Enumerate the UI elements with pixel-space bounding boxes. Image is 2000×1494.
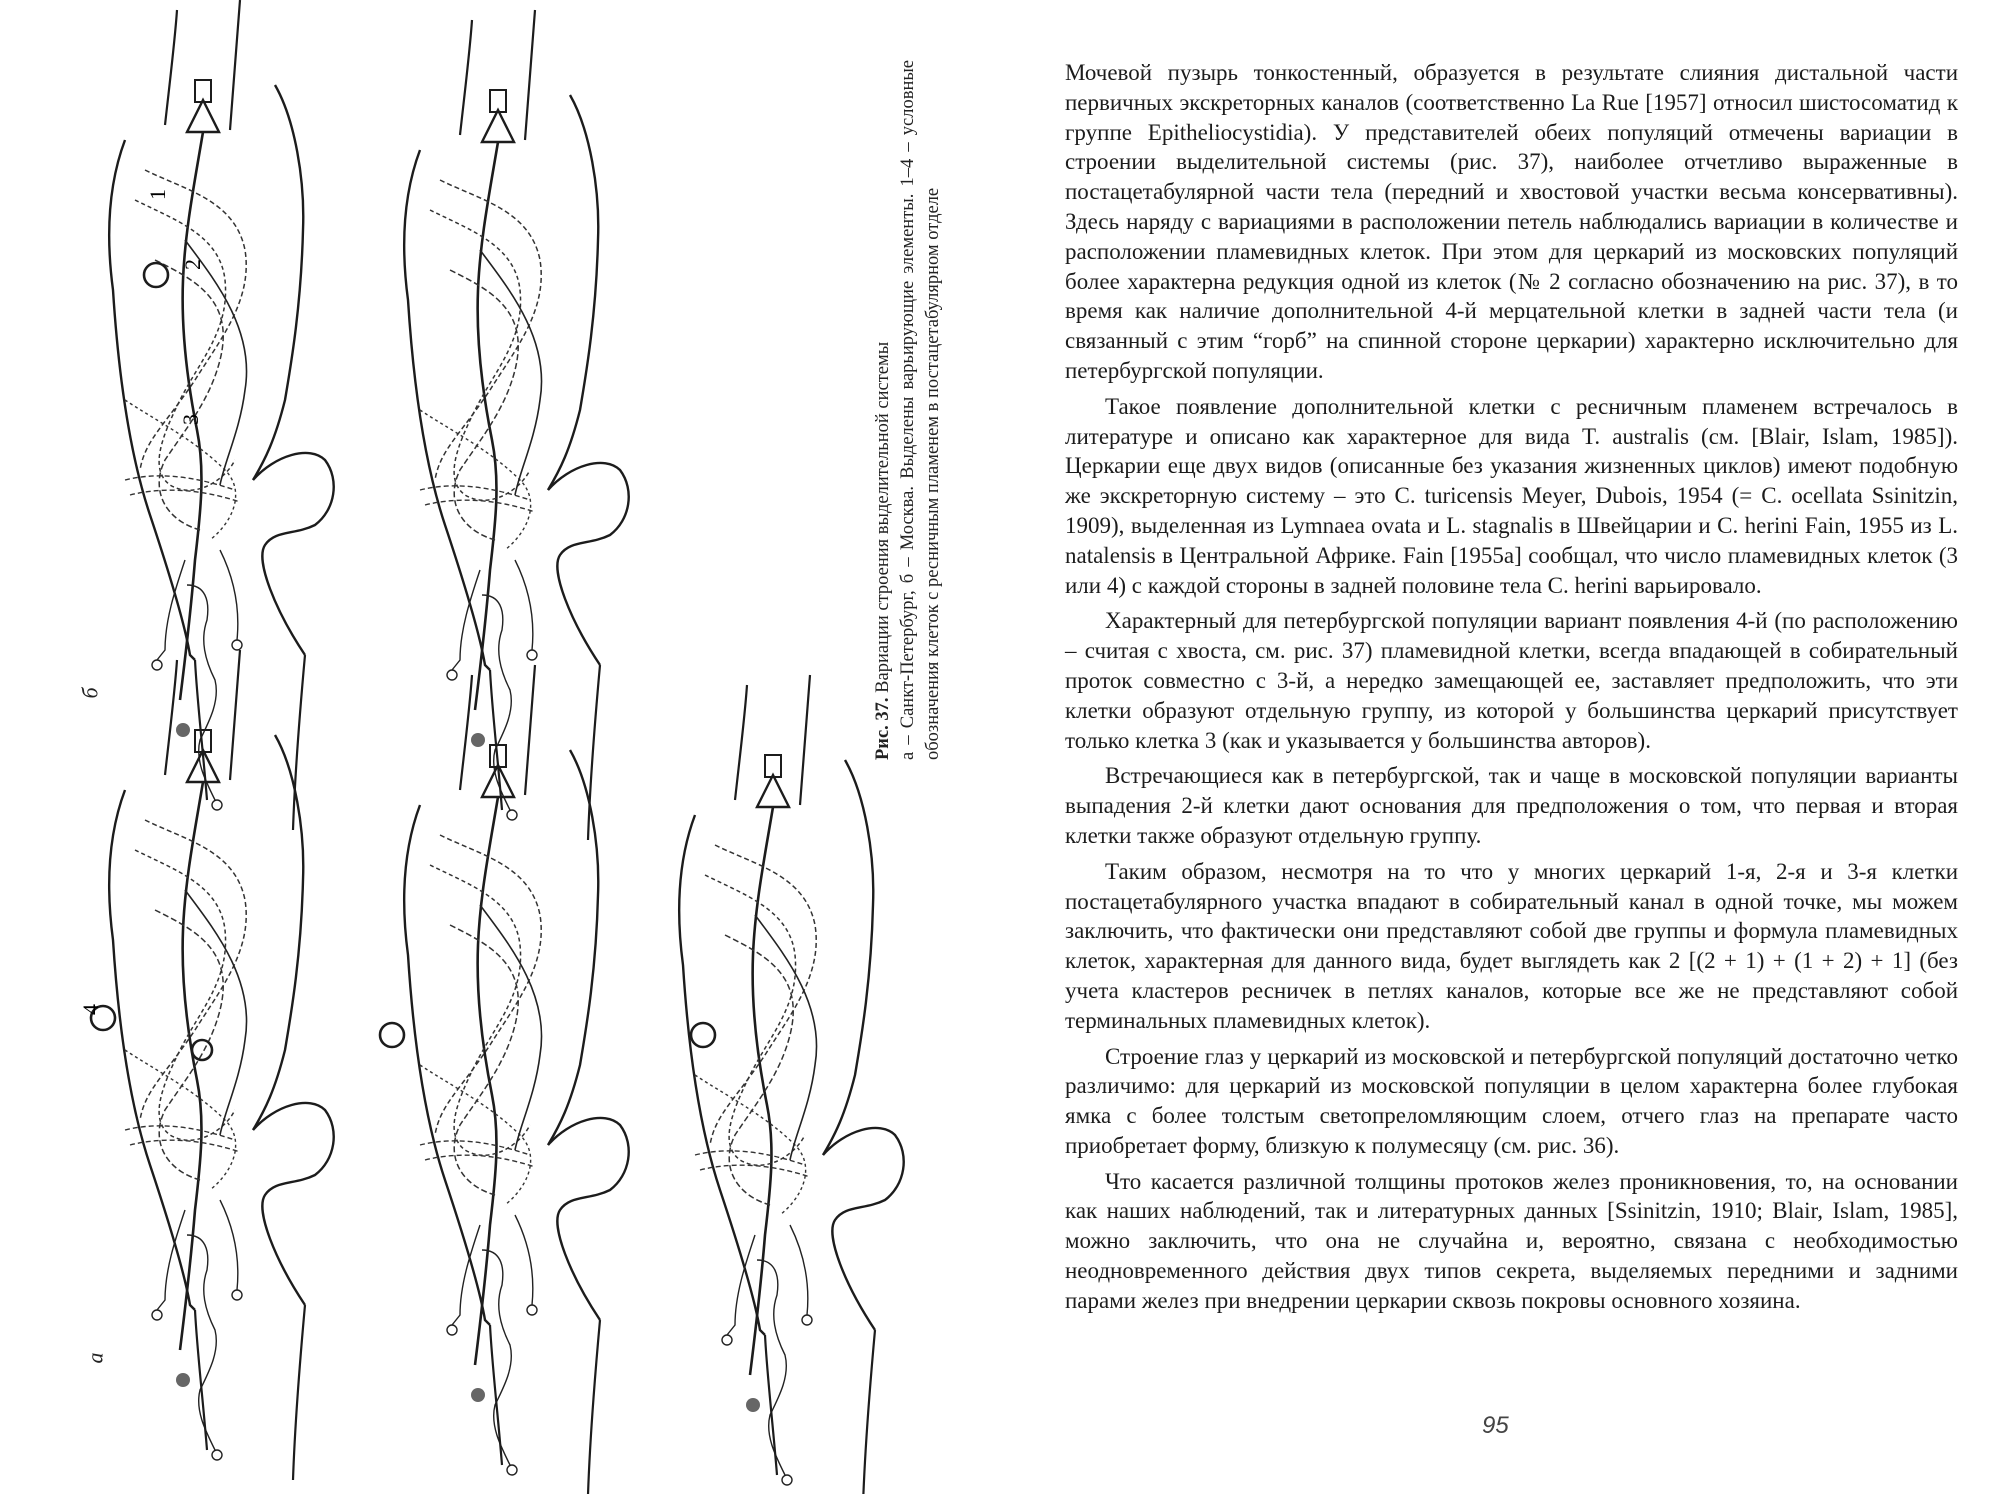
paragraph-5: Таким образом, несмотря на то что у многих церкарий 1-я, 2-я и 3-я клетки постацетабулярного участка впадают в собирательный канал в одной точке, мы можем заключить, что фактически они представляют собой две группы и формула пламевидных клеток, характерная для данного вида, будет выглядеть как 2 [(2 + 1) + (1 + 2) + 1] (без учета кластеров ресничек в петлях каналов, которые все же не представляют собой терминальных пламевидных клеток). <box>1065 858 1958 1033</box>
paragraph-1: Мочевой пузырь тонкостенный, образуется в результате слияния дистальной части первичных экскреторных каналов (соответственно La Rue [1957] относил шистосоматид к группе Epitheliocystidia). У представителей обеих популяций отмечены вариации в строении выделительной системы (рис. 37), наиболее отчетливо выраженные в постацетабулярной части тела (передний и хвостовой участки весьма консервативны). Здесь наряду с вариациями в расположении петель наблюдались вариации в количестве и расположении пламевидных клеток. При этом для церкарий из московских популяций более характерна редукция одной из клеток (№ 2 согласно обозначению на рис. 37), в то время как наличие дополнительной 4-й мерцательной клетки в задней части тела (и связанный с этим “горб” на спинной стороне церкарии) характерно исключительно для петербургской популяции. <box>1065 60 1958 383</box>
cell-number-1: 1 <box>145 189 170 200</box>
cercaria-drawing-a-2 <box>404 665 629 1494</box>
cell-number-3: 3 <box>178 414 203 425</box>
flame-cell-circle <box>192 1040 212 1060</box>
flame-cell-circle <box>691 1023 715 1047</box>
paragraph-7: Что касается различной толщины протоков желез проникновения, то, на основании как наших наблюдений, так и литературных данных [Ssinitzin, 1910; Blair, Islam, 1985], можно заключить, что она не случайна и, вероятно, связана с необходимостью неодновременного действия двух типов секрета, выделяемых передними и задними парами желез при внедрении церкарии сквозь покровы основного хозяина. <box>1065 1168 1958 1313</box>
cercaria-drawing-b-2 <box>404 10 629 840</box>
paragraph-4: Встречающиеся как в петербургской, так и чаще в московской популяции варианты выпадения 2-й клетки дают основания для предположения о том, что первая и вторая клетки также образуют отдельную группу. <box>1065 763 1958 848</box>
cell-number-2: 2 <box>180 259 205 270</box>
body-text <box>1065 58 1958 1322</box>
paragraph-3: Характерный для петербургской популяции вариант появления 4-й (по расположению – считая с хвоста, см. рис. 37) пламевидной клетки, всегда впадающей в собирательный проток совместно с 3-й, а нередко замещающей ее, заставляет предположить, что эти клетки образуют отдельную группу, из которой у большинства церкарий присутствует только клетка 3 (как и указывается у большинства авторов). <box>1065 608 1958 753</box>
caption-title: Рис. 37. <box>873 697 893 760</box>
flame-cell-circle <box>380 1023 404 1047</box>
panel-label-a: а <box>82 1352 108 1364</box>
panel-label-b: б <box>77 687 103 699</box>
cercaria-drawing-a-3 <box>679 675 904 1494</box>
paragraph-6: Строение глаз у церкарий из московской и петербургской популяций достаточно четко различимо: для церкарий из московской популяции в целом характерна более глубокая ямка с более толстым светопреломляющим слоем, отчего глаз на препарате часто приобретает форму, близкую к полумесяцу (см. рис. 36). <box>1065 1043 1958 1158</box>
cell-number-4: 4 <box>78 1004 103 1015</box>
caption-legend: а – Санкт-Петербург, б – Москва. Выделены варьирующие элементы. 1–4 – условные обозначения клеток с ресничным пламенем в постацетабулярном отделе <box>898 60 943 760</box>
right-page <box>1065 0 1980 1494</box>
paragraph-2: Такое появление дополнительной клетки с ресничным пламенем встречалось в литературе и описано как характерное для вида T. australis (см. [Blair, Islam, 1985]). Церкарии еще двух видов (описанные без указания жизненных циклов) имеют подобную же экскреторную систему – это C. turicensis Meyer, Dubois, 1954 (= C. ocellata Ssinitzin, 1909), выделенная из Lymnaea ovata и L. stagnalis в Швейцарии и C. herini Fain, 1955 из L. natalensis в Центральной Африке. Fain [1955a] сообщал, что число пламевидных клеток (3 или 4) с каждой стороны в задней половине тела C. herini варьировало. <box>1065 393 1958 598</box>
page-number: 95 <box>1482 1412 1509 1439</box>
flame-cell-circle <box>144 263 168 287</box>
figure-caption <box>871 60 946 760</box>
cercaria-drawing-b-1 <box>109 0 334 830</box>
caption-title-rest: Вариации строения выделительной системы <box>873 341 893 693</box>
cercaria-drawing-a-1 <box>109 650 334 1480</box>
